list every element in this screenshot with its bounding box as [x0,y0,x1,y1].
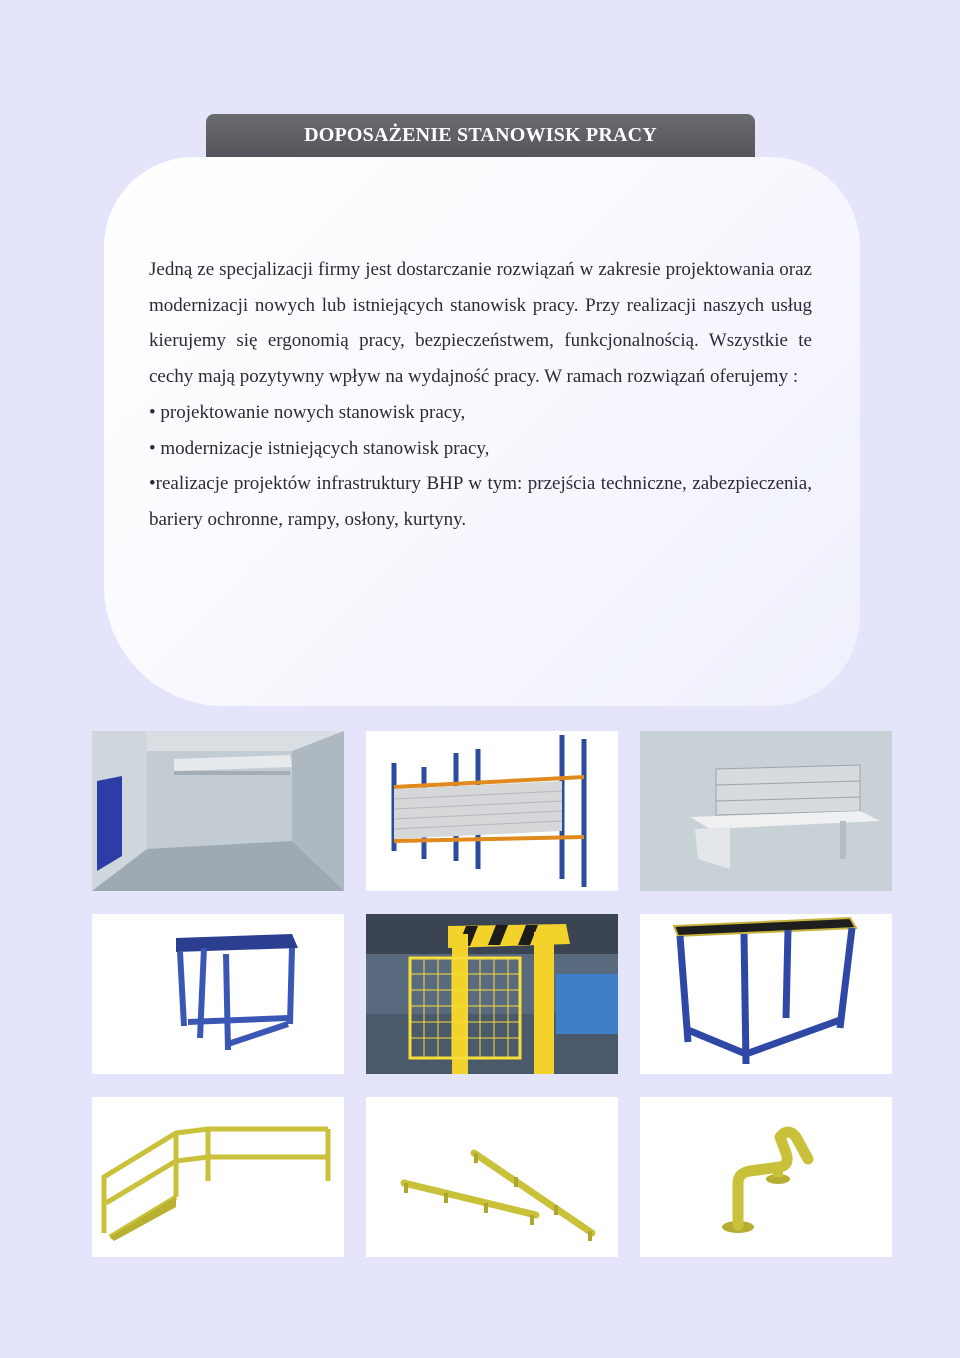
gallery-image-steel-workbench [640,731,892,891]
gallery-image-room-workbench [92,731,344,891]
gallery-image-pipe-bollard [640,1097,892,1257]
gallery-image-guard-railing [92,1097,344,1257]
section-title-bar [206,114,755,157]
bullet-item: • modernizacje istniejących stanowisk pracy, [149,437,490,459]
bullet-item: •realizacje projektów infrastruktury BHP w tym: przejścia techniczne, zabezpieczenia, bariery ochronne, rampy, osłony, kurtyny. [149,473,812,530]
gallery-image-wheel-stop-barriers [366,1097,618,1257]
gallery-image-blue-table [92,914,344,1074]
content-text [149,252,812,538]
gallery-image-yellow-cart [366,914,618,1074]
gallery-image-blue-table-black-top [640,914,892,1074]
intro-paragraph: Jedną ze specjalizacji firmy jest dostarczanie rozwiązań w zakresie projektowania oraz modernizacji nowych lub istniejących stanowisk pracy. Przy realizacji naszych usług kierujemy się ergonomią pracy, bezpieczeństwem, funkcjonalnością. Wszystkie te cechy mają pozytywny wpływ na wydajność pracy. W ramach rozwiązań oferujemy : [149,259,812,388]
section-title: DOPOSAŻENIE STANOWISK PRACY [304,124,657,146]
gallery-image-pallet-rack [366,731,618,891]
bullet-item: • projektowanie nowych stanowisk pracy, [149,401,466,423]
